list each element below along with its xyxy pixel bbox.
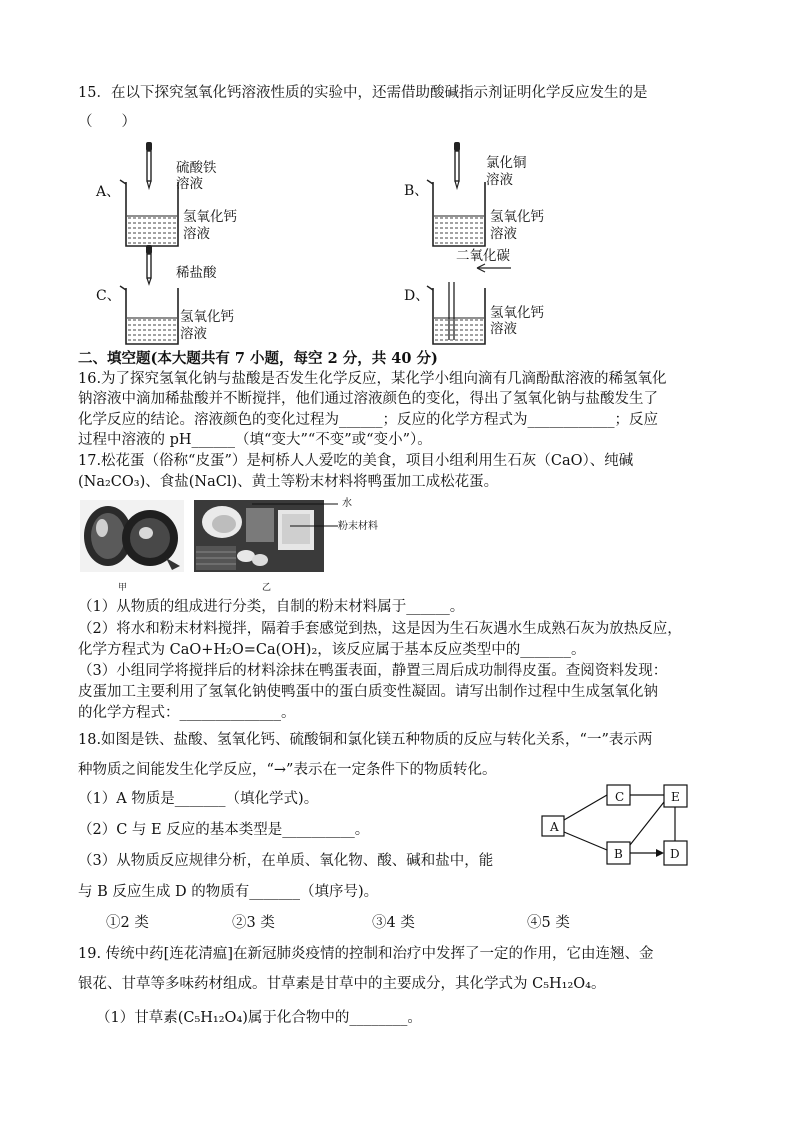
q19-line-2: 银花、甘草等多味药材组成。甘草素是甘草中的主要成分，其化学式为 C₅H₁₂O₄。 — [78, 976, 606, 992]
photo-jia-caption: 甲 — [118, 583, 128, 593]
q18-sub-2: （2）C 与 E 反应的基本类型是__________。 — [78, 822, 370, 838]
q17-sub-2: （2）将水和粉末材料搅拌，隔着手套感觉到热，这是因为生石灰遇水生成熟石灰为放热反应， — [78, 621, 682, 637]
q17-sub-2b: 化学方程式为 CaO+H₂O=Ca(OH)₂，该反应属于基本反应类型中的_______。 — [78, 642, 586, 658]
photo-pointer-lines — [250, 500, 340, 532]
option-a-solution: 氢氧化钙 — [183, 209, 237, 225]
century-egg-photo — [80, 500, 184, 572]
option-d-solution-2: 溶液 — [490, 321, 517, 337]
option-b-reagent-2: 溶液 — [486, 172, 513, 188]
photo-yi-caption: 乙 — [262, 583, 272, 593]
option-c-letter: C、 — [96, 288, 121, 304]
option-a-reagent-2: 溶液 — [176, 176, 203, 192]
section-heading: 二、填空题(本大题共有 7 小题，每空 2 分，共 40 分) — [78, 350, 438, 367]
q18-line-2: 种物质之间能发生化学反应，“→”表示在一定条件下的物质转化。 — [78, 762, 497, 778]
node-d-label: D — [670, 847, 680, 861]
option-b-reagent: 氯化铜 — [486, 155, 527, 171]
q19-line-1: 19. 传统中药[连花清瘟]在新冠肺炎疫情的控制和治疗中发挥了一定的作用，它由连翘、金 — [78, 946, 654, 962]
node-a-label: A — [550, 820, 559, 834]
q19-sub-1: （1）甘草素(C₅H₁₂O₄)属于化合物中的________。 — [96, 1010, 422, 1026]
apparatus-c-diagram — [118, 244, 188, 348]
apparatus-a-diagram — [118, 140, 188, 252]
option-b-letter: B、 — [404, 183, 429, 199]
q18-sub-3b: 与 B 反应生成 D 的物质有_______（填序号)。 — [78, 884, 379, 900]
photo-label-powder: 粉末材料 — [338, 521, 378, 532]
q16-line-2: 钠溶液中滴加稀盐酸并不断搅拌，他们通过溶液颜色的变化，得出了氢氧化钠与盐酸发生了 — [78, 391, 658, 407]
option-a-letter: A、 — [96, 184, 121, 200]
q17-line-2: (Na₂CO₃)、食盐(NaCl)、黄土等粉末材料将鸭蛋加工成松花蛋。 — [78, 474, 499, 490]
node-e-label: E — [671, 790, 680, 804]
option-d-reagent: 二氧化碳 — [456, 248, 510, 264]
node-c-label: C — [615, 790, 625, 804]
choice-1: ①2 类 — [106, 915, 149, 931]
option-a-solution-2: 溶液 — [183, 226, 210, 242]
q17-sub-3: （3）小组同学将搅拌后的材料涂抹在鸭蛋表面，静置三周后成功制得皮蛋。查阅资料发现： — [78, 663, 668, 679]
option-c-solution-2: 溶液 — [180, 326, 207, 342]
option-b-solution: 氢氧化钙 — [490, 209, 544, 225]
option-d-letter: D、 — [404, 288, 430, 304]
option-c-solution: 氢氧化钙 — [180, 309, 234, 325]
choice-3: ③4 类 — [372, 915, 415, 931]
option-d-solution: 氢氧化钙 — [490, 305, 544, 321]
apparatus-b-diagram — [425, 140, 495, 252]
q15-stem: 15．在以下探究氢氧化钙溶液性质的实验中，还需借助酸碱指示剂证明化学反应发生的是 — [78, 85, 648, 101]
q17-line-1: 17.松花蛋（俗称“皮蛋”）是柯桥人人爱吃的美食，项目小组利用生石灰（CaO）、纯碱 — [78, 453, 634, 469]
q17-sub-1: （1）从物质的组成进行分类，自制的粉末材料属于______。 — [78, 599, 465, 615]
choice-2: ②3 类 — [232, 915, 275, 931]
option-a-reagent: 硫酸铁 — [176, 160, 217, 176]
choice-4: ④5 类 — [527, 915, 570, 931]
option-c-reagent: 稀盐酸 — [176, 265, 217, 281]
q18-sub-1: （1）A 物质是_______（填化学式)。 — [78, 791, 319, 807]
photo-label-water: 水 — [342, 498, 352, 509]
q17-sub-3c: 的化学方程式：______________。 — [78, 705, 296, 721]
q18-sub-3: （3）从物质反应规律分析，在单质、氧化物、酸、碱和盐中，能 — [78, 853, 494, 869]
q16-line-4: 过程中溶液的 pH______（填“变大”“不变”或“变小”）。 — [78, 432, 432, 448]
q18-line-1: 18.如图是铁、盐酸、氢氧化钙、硫酸铜和氯化镁五种物质的反应与转化关系，“一”表示两 — [78, 732, 653, 748]
q15-answer-paren: （ ） — [78, 114, 136, 130]
node-b-label: B — [614, 847, 623, 861]
option-b-solution-2: 溶液 — [490, 226, 517, 242]
q16-line-1: 16.为了探究氢氧化钠与盐酸是否发生化学反应，某化学小组向滴有几滴酚酞溶液的稀氢氧化 — [78, 371, 667, 387]
q16-line-3: 化学反应的结论。溶液颜色的变化过程为______；反应的化学方程式为____________；反应 — [78, 412, 658, 428]
q17-sub-3b: 皮蛋加工主要利用了氢氧化钠使鸭蛋中的蛋白质变性凝固。请写出制作过程中生成氢氧化钠 — [78, 684, 658, 700]
